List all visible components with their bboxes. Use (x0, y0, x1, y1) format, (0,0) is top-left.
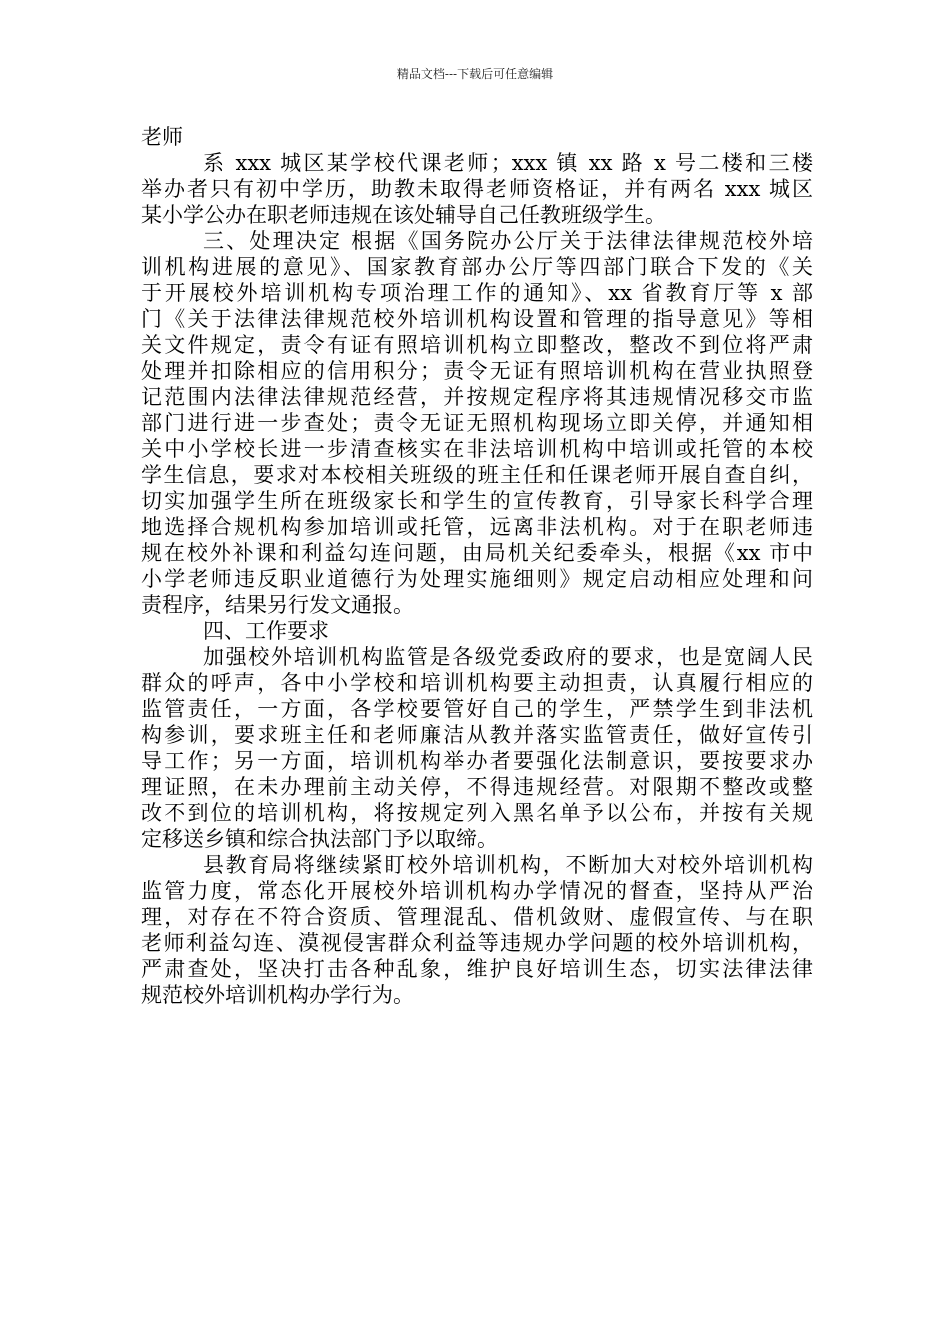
text-line: 群众的呼声，各中小学校和培训机构要主动担责，认真履行相应的 (141, 671, 813, 695)
text-line: 监管责任，一方面，各学校要管好自己的学生，严禁学生到非法机 (141, 697, 813, 721)
text-line: 某小学公办在职老师违规在该处辅导自己任教班级学生。 (141, 203, 666, 227)
text-line: 定移送乡镇和综合执法部门予以取缔。 (141, 827, 498, 851)
text-line: 门《关于法律法律规范校外培训机构设置和管理的指导意见》等相 (141, 307, 813, 331)
text-line: 加强校外培训机构监管是各级党委政府的要求，也是宽阔人民 (203, 645, 813, 669)
text-line: 构参训，要求班主任和老师廉洁从教并落实监管责任，做好宣传引 (141, 723, 813, 747)
text-line: 三、处理决定 根据《国务院办公厅关于法律法律规范校外培 (203, 229, 813, 253)
text-line: 地选择合规机构参加培训或托管，远离非法机构。对于在职老师违 (141, 515, 813, 539)
text-line: 学生信息，要求对本校相关班级的班主任和任课老师开展自查自纠， (141, 463, 813, 487)
text-line: 严肃查处，坚决打击各种乱象，维护良好培训生态，切实法律法律 (141, 957, 813, 981)
text-line: 理证照，在未办理前主动关停，不得违规经营。对限期不整改或整 (141, 775, 813, 799)
text-line: 举办者只有初中学历，助教未取得老师资格证，并有两名 xxx 城区 (141, 177, 813, 201)
page-header: 精品文档---下载后可任意编辑 (396, 67, 554, 81)
text-line: 规范校外培训机构办学行为。 (141, 983, 414, 1007)
text-line: 改不到位的培训机构，将按规定列入黑名单予以公布，并按有关规 (141, 801, 813, 825)
text-line: 部门进行进一步查处；责令无证无照机构现场立即关停，并通知相 (141, 411, 813, 435)
text-line: 县教育局将继续紧盯校外培训机构，不断加大对校外培训机构 (203, 853, 813, 877)
text-line: 小学老师违反职业道德行为处理实施细则》规定启动相应处理和问 (141, 567, 813, 591)
text-line: 责程序，结果另行发文通报。 (141, 593, 414, 617)
text-line: 关文件规定，责令有证有照培训机构立即整改，整改不到位将严肃 (141, 333, 813, 357)
text-line: 系 xxx 城区某学校代课老师；xxx 镇 xx 路 x 号二楼和三楼 (203, 151, 813, 175)
text-line: 关中小学校长进一步清查核实在非法培训机构中培训或托管的本校 (141, 437, 813, 461)
text-line: 记范围内法律法律规范经营，并按规定程序将其违规情况移交市监 (141, 385, 813, 409)
text-line: 切实加强学生所在班级家长和学生的宣传教育，引导家长科学合理 (141, 489, 813, 513)
text-line: 训机构进展的意见》、国家教育部办公厅等四部门联合下发的《关 (141, 255, 813, 279)
text-line: 老师 (141, 125, 183, 149)
document-body (141, 124, 813, 1008)
text-line: 处理并扣除相应的信用积分；责令无证有照培训机构在营业执照登 (141, 359, 813, 383)
text-line: 导工作；另一方面，培训机构举办者要强化法制意识，要按要求办 (141, 749, 813, 773)
text-line: 理，对存在不符合资质、管理混乱、借机敛财、虚假宣传、与在职 (141, 905, 813, 929)
text-line: 监管力度，常态化开展校外培训机构办学情况的督查，坚持从严治 (141, 879, 813, 903)
text-line: 老师利益勾连、漠视侵害群众利益等违规办学问题的校外培训机构， (141, 931, 813, 955)
text-line: 于开展校外培训机构专项治理工作的通知》、xx 省教育厅等 x 部 (141, 281, 813, 305)
text-line: 四、工作要求 (203, 619, 329, 643)
text-line: 规在校外补课和利益勾连问题，由局机关纪委牵头，根据《xx 市中 (141, 541, 813, 565)
